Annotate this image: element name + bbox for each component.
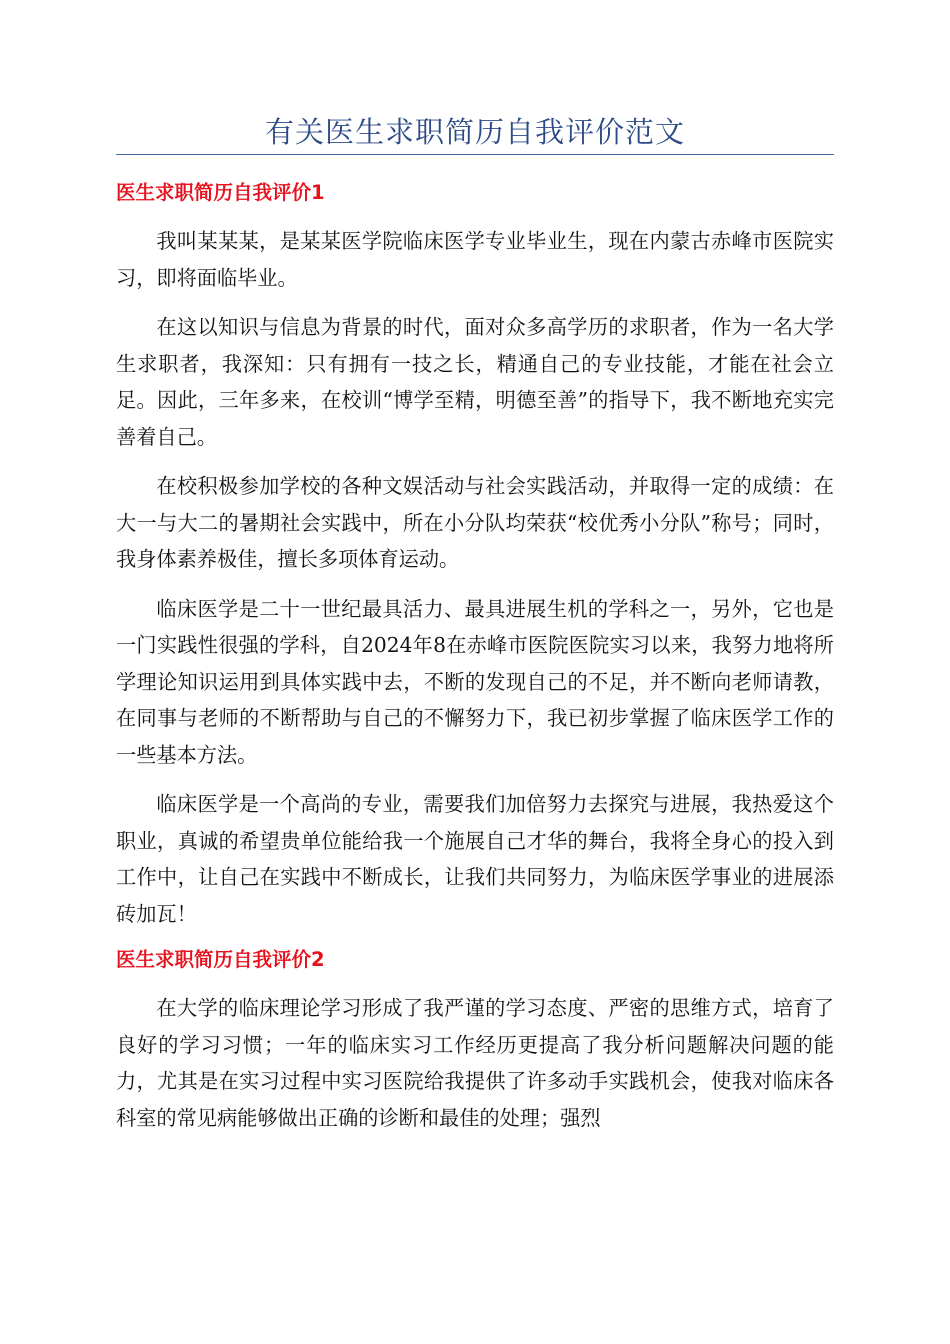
paragraph: 临床医学是一个高尚的专业，需要我们加倍努力去探究与进展，我热爱这个职业，真诚的希望贵单位能给我一个施展自己才华的舞台，我将全身心的投入到工作中，让自己在实践中不断成长，让我们共同努力，为临床医学事业的进展添砖加瓦！ (116, 792, 834, 926)
document-body (116, 178, 834, 1149)
paragraph: 临床医学是二十一世纪最具活力、最具进展生机的学科之一，另外，它也是一门实践性很强的学科，自2024年8在赤峰市医院医院实习以来，我努力地将所学理论知识运用到具体实践中去，不断的发现自己的不足，并不断向老师请教，在同事与老师的不断帮助与自己的不懈努力下，我已初步掌握了临床医学工作的一些基本方法。 (116, 596, 834, 767)
paragraph: 在这以知识与信息为背景的时代，面对众多高学历的求职者，作为一名大学生求职者，我深知：只有拥有一技之长，精通自己的专业技能，才能在社会立足。因此，三年多来，在校训“博学至精，明德至善”的指导下，我不断地充实完善着自己。 (116, 315, 834, 449)
section-1 (116, 178, 834, 932)
page-title: 有关医生求职简历自我评价范文 (264, 115, 685, 149)
section-2 (116, 945, 834, 1136)
section-heading: 医生求职简历自我评价1 (116, 181, 325, 204)
section-heading: 医生求职简历自我评价2 (116, 948, 325, 971)
title-divider (116, 154, 834, 155)
paragraph: 在大学的临床理论学习形成了我严谨的学习态度、严密的思维方式，培育了良好的学习习惯；一年的临床实习工作经历更提高了我分析问题解决问题的能力，尤其是在实习过程中实习医院给我提供了许多动手实践机会，使我对临床各科室的常见病能够做出正确的诊断和最佳的处理；强烈 (116, 996, 834, 1130)
paragraph: 我叫某某某，是某某医学院临床医学专业毕业生，现在内蒙古赤峰市医院实习，即将面临毕业。 (116, 229, 834, 290)
paragraph: 在校积极参加学校的各种文娱活动与社会实践活动，并取得一定的成绩：在大一与大二的暑期社会实践中，所在小分队均荣获“校优秀小分队”称号；同时，我身体素养极佳，擅长多项体育运动。 (116, 474, 834, 571)
